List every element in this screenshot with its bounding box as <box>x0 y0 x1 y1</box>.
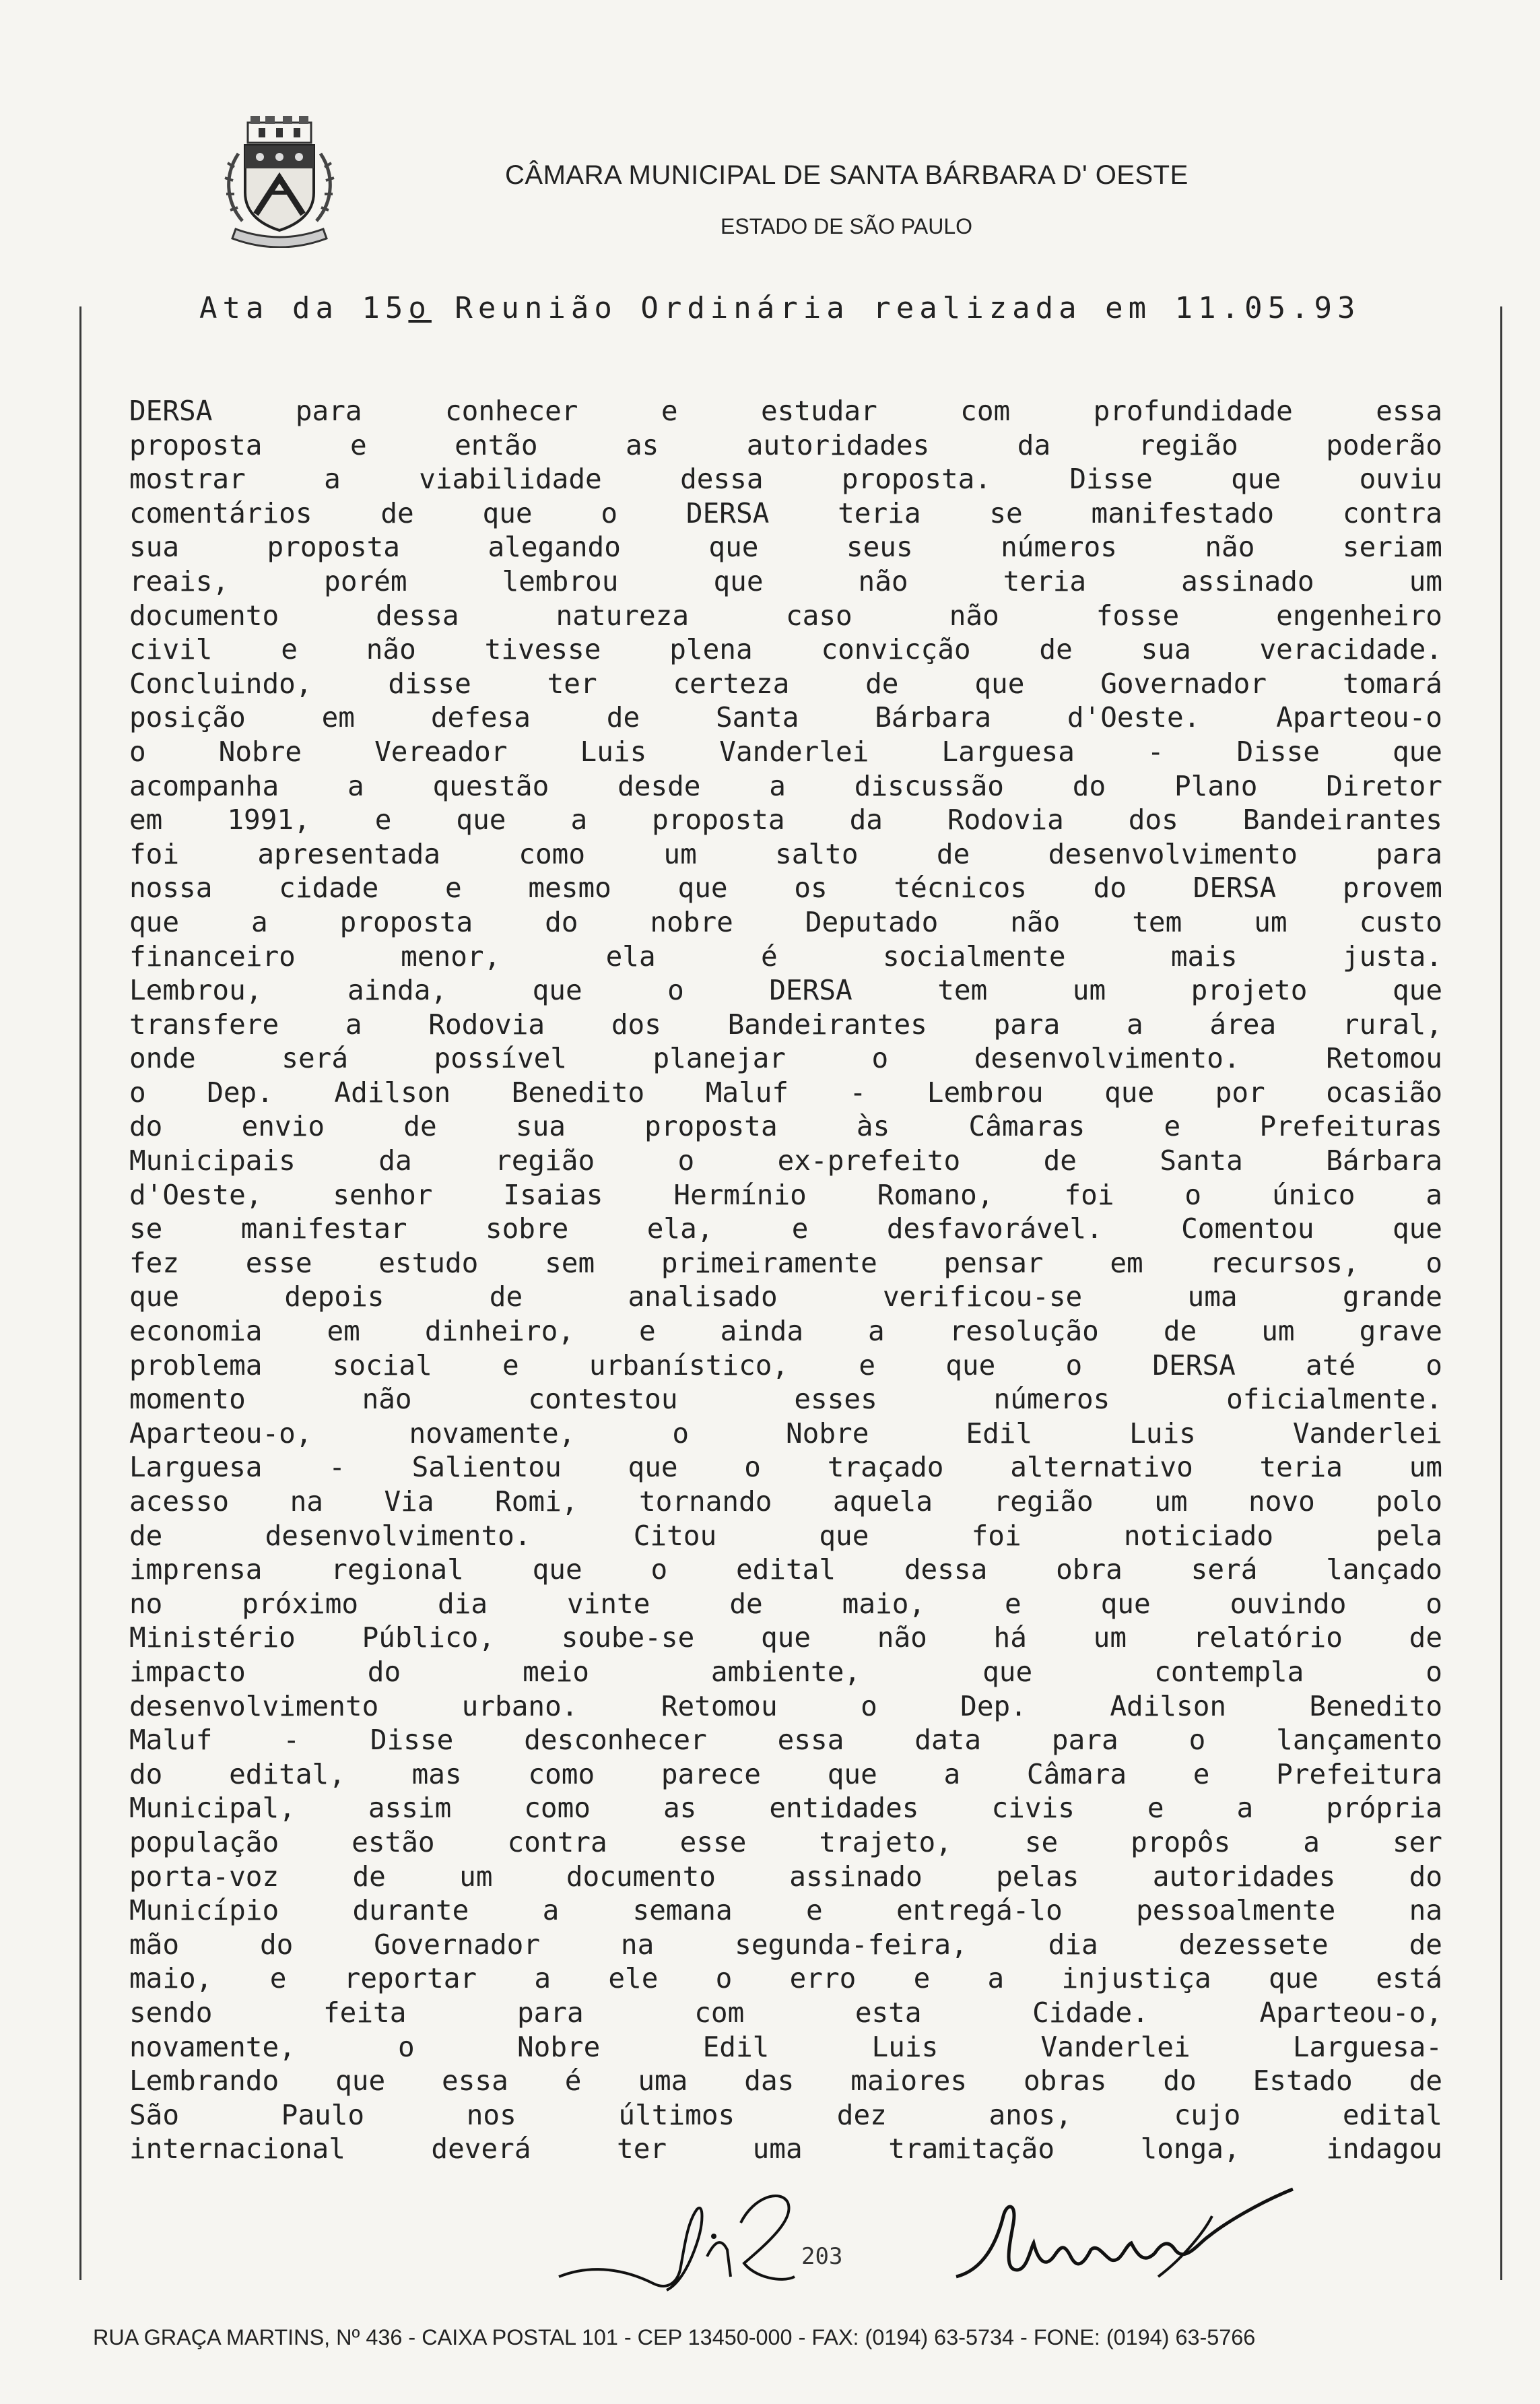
text-line: de desenvolvimento. Citou que foi noticiado pela <box>129 1519 1442 1552</box>
coat-of-arms-icon <box>215 113 343 248</box>
minutes-title <box>199 291 1361 325</box>
text-line: proposta e então as autoridades da região poderão <box>129 428 1442 461</box>
text-line: porta-voz de um documento assinado pelas autoridades do <box>129 1860 1442 1893</box>
footer-address: RUA GRAÇA MARTINS, Nº 436 - CAIXA POSTAL 101 - CEP 13450-000 - FAX: (0194) 63-5734 - FONE: (0194) 63-5766 <box>93 2325 1256 2349</box>
text-line: em 1991, e que a proposta da Rodovia dos Bandeirantes <box>129 804 1442 837</box>
text-line: do envio de sua proposta às Câmaras e Prefeituras <box>129 1110 1442 1143</box>
text-line: mostrar a viabilidade dessa proposta. Disse que ouviu <box>129 463 1442 496</box>
text-line: Municipais da região o ex-prefeito de Santa Bárbara <box>129 1144 1442 1177</box>
text-line: que depois de analisado verificou-se uma grande <box>129 1280 1442 1313</box>
text-line: acompanha a questão desde a discussão do Plano Diretor <box>129 769 1442 802</box>
text-line: comentários de que o DERSA teria se manifestado contra <box>129 496 1442 529</box>
text-line: desenvolvimento urbano. Retomou o Dep. Adilson Benedito <box>129 1689 1442 1722</box>
text-line: acesso na Via Romi, tornando aquela região um novo polo <box>129 1485 1442 1518</box>
text-line: Concluindo, disse ter certeza de que Governador tomará <box>129 667 1442 700</box>
text-line: momento não contestou esses números oficialmente. <box>129 1383 1442 1416</box>
text-line: se manifestar sobre ela, e desfavorável. Comentou que <box>129 1212 1442 1245</box>
text-line: São Paulo nos últimos dez anos, cujo edital <box>129 2098 1442 2131</box>
text-line: problema social e urbanístico, e que o DERSA até o <box>129 1349 1442 1382</box>
text-line: população estão contra esse trajeto, se propôs a ser <box>129 1825 1442 1858</box>
text-line: internacional deverá ter uma tramitação longa, indagou <box>129 2133 1442 2166</box>
handwritten-signature-left <box>552 2182 869 2297</box>
text-line: onde será possível planejar o desenvolvimento. Retomou <box>129 1042 1442 1075</box>
text-line: do edital, mas como parece que a Câmara e Prefeitura <box>129 1757 1442 1790</box>
handwritten-signature-right <box>943 2176 1306 2297</box>
text-line: reais, porém lembrou que não teria assinado um <box>129 564 1442 597</box>
text-line: transfere a Rodovia dos Bandeirantes para a área rural, <box>129 1008 1442 1041</box>
page-number: 203 <box>801 2243 843 2270</box>
text-line: no próximo dia vinte de maio, e que ouvindo o <box>129 1587 1442 1620</box>
text-line: Lembrando que essa é uma das maiores obras do Estado de <box>129 2065 1442 2098</box>
text-line: civil e não tivesse plena convicção de sua veracidade. <box>129 633 1442 666</box>
text-line: o Nobre Vereador Luis Vanderlei Larguesa - Disse que <box>129 735 1442 768</box>
text-line: que a proposta do nobre Deputado não tem um custo <box>129 905 1442 938</box>
text-line: DERSA para conhecer e estudar com profundidade essa <box>129 395 1442 427</box>
institution-name: CÂMARA MUNICIPAL DE SANTA BÁRBARA D' OESTE <box>505 160 1189 190</box>
text-line: Aparteou-o, novamente, o Nobre Edil Luis Vanderlei <box>129 1417 1442 1450</box>
state-name: ESTADO DE SÃO PAULO <box>721 214 973 238</box>
text-line: fez esse estudo sem primeiramente pensar em recursos, o <box>129 1246 1442 1279</box>
text-line: Larguesa - Salientou que o traçado alternativo teria um <box>129 1451 1442 1484</box>
text-line: Maluf - Disse desconhecer essa data para o lançamento <box>129 1724 1442 1757</box>
text-line: impacto do meio ambiente, que contempla o <box>129 1655 1442 1688</box>
left-margin-rule <box>79 306 81 2280</box>
text-line: novamente, o Nobre Edil Luis Vanderlei Larguesa- <box>129 2030 1442 2063</box>
text-line: Ministério Público, soube-se que não há um relatório de <box>129 1621 1442 1654</box>
text-line: sua proposta alegando que seus números não seriam <box>129 531 1442 564</box>
title-ordinal: o <box>408 291 432 325</box>
text-line: o Dep. Adilson Benedito Maluf - Lembrou que por ocasião <box>129 1076 1442 1109</box>
text-line: sendo feita para com esta Cidade. Aparteou-o, <box>129 1996 1442 2029</box>
text-line: nossa cidade e mesmo que os técnicos do DERSA provem <box>129 872 1442 905</box>
text-line: foi apresentada como um salto de desenvolvimento para <box>129 837 1442 870</box>
text-line: maio, e reportar a ele o erro e a injustiça que está <box>129 1962 1442 1995</box>
text-line: Lembrou, ainda, que o DERSA tem um projeto que <box>129 974 1442 1007</box>
minutes-body <box>129 394 1442 2166</box>
right-margin-rule <box>1500 306 1502 2280</box>
title-suffix: Reunião Ordinária realizada em 11.05.93 <box>431 291 1361 325</box>
text-line: Município durante a semana e entregá-lo pessoalmente na <box>129 1894 1442 1927</box>
title-prefix: Ata da 15 <box>199 291 409 325</box>
text-line: documento dessa natureza caso não fosse engenheiro <box>129 599 1442 632</box>
text-line: Municipal, assim como as entidades civis e a própria <box>129 1792 1442 1825</box>
text-line: imprensa regional que o edital dessa obra será lançado <box>129 1553 1442 1586</box>
text-line: d'Oeste, senhor Isaias Hermínio Romano, foi o único a <box>129 1178 1442 1211</box>
text-line: mão do Governador na segunda-feira, dia dezessete de <box>129 1928 1442 1961</box>
text-line: economia em dinheiro, e ainda a resolução de um grave <box>129 1315 1442 1348</box>
text-line: financeiro menor, ela é socialmente mais justa. <box>129 940 1442 973</box>
text-line: posição em defesa de Santa Bárbara d'Oeste. Aparteou-o <box>129 701 1442 734</box>
